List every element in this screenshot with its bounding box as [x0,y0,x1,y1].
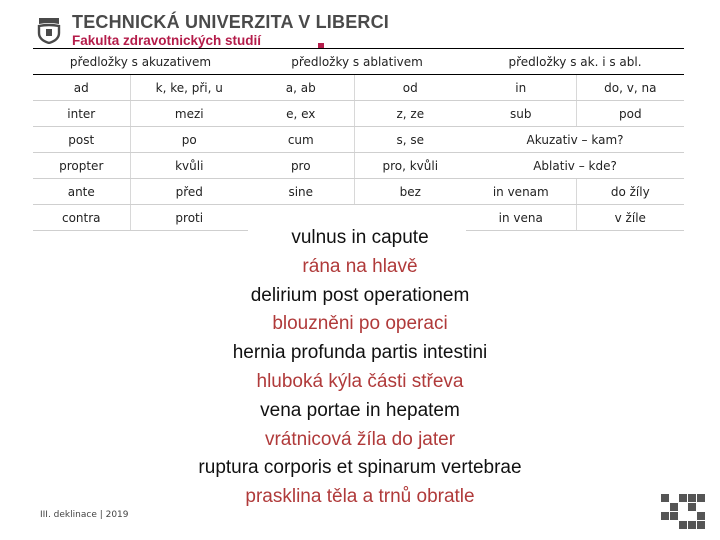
cell-czech-both: do žíly [576,179,684,205]
cell-latin-abl: e, ex [248,101,354,127]
cell-latin-acc: inter [33,101,130,127]
cell-latin-abl: sine [248,179,354,205]
phrase-list [140,224,580,512]
university-logo-mark-icon [36,16,62,44]
cell-czech-abl: z, ze [354,101,466,127]
cell-case-question: Akuzativ – kam? [466,127,684,153]
cell-latin-both: in venam [466,179,576,205]
phrase-czech: hluboká kýla části střeva [256,370,464,392]
grid-pattern-icon [661,494,705,530]
table-row [33,75,684,101]
cell-czech-acc: po [130,127,248,153]
phrase-czech: rána na hlavě [302,255,418,277]
cell-latin-both: in [466,75,576,101]
cell-latin-abl: cum [248,127,354,153]
cell-czech-both: do, v, na [576,75,684,101]
cell-latin-acc: post [33,127,130,153]
cell-czech-acc: k, ke, při, u [130,75,248,101]
cell-latin-both: in vena [466,205,576,231]
university-name: TECHNICKÁ UNIVERZITA V LIBERCI [72,12,390,32]
phrase-latin: ruptura corporis et spinarum vertebrae [198,457,522,479]
cell-latin-both: sub [466,101,576,127]
cell-case-question: Ablativ – kde? [466,153,684,179]
prepositions-table [33,48,684,231]
header-accusative: předložky s akuzativem [33,49,248,75]
table-header-row [33,49,684,75]
phrase-latin: vulnus in capute [291,227,429,248]
table-row [33,101,684,127]
phrase-latin: delirium post operationem [250,284,470,306]
phrase-latin: hernia profunda partis intestini [232,342,488,364]
cell-czech-abl: pro, kvůli [354,153,466,179]
cell-latin-acc: ad [33,75,130,101]
cell-czech-abl: od [354,75,466,101]
cell-czech-acc: kvůli [130,153,248,179]
phrase-czech: prasklina těla a trnů obratle [245,486,475,508]
header-both: předložky s ak. i s abl. [466,49,684,75]
cell-czech-acc: před [130,179,248,205]
phrase-latin: vena portae in hepatem [260,399,460,421]
phrase-czech: vrátnicová žíla do jater [264,428,456,450]
table-row [33,179,684,205]
cell-czech-abl: s, se [354,127,466,153]
faculty-name: Fakulta zdravotnických studií [72,33,262,48]
cell-latin-abl: a, ab [248,75,354,101]
footer-text: III. deklinace | 2019 [40,510,129,520]
cell-czech-abl: bez [354,179,466,205]
cell-latin-acc: contra [33,205,130,231]
cell-czech-both: pod [576,101,684,127]
cell-czech-both: v žíle [576,205,684,231]
cell-latin-abl: pro [248,153,354,179]
table-row [33,153,684,179]
cell-latin-acc: propter [33,153,130,179]
cell-latin-acc: ante [33,179,130,205]
table-row [33,127,684,153]
cell-czech-acc: mezi [130,101,248,127]
phrase-czech: blouzněni po operaci [272,313,448,335]
header-ablative: předložky s ablativem [248,49,466,75]
cell-czech-acc: proti [130,205,248,231]
